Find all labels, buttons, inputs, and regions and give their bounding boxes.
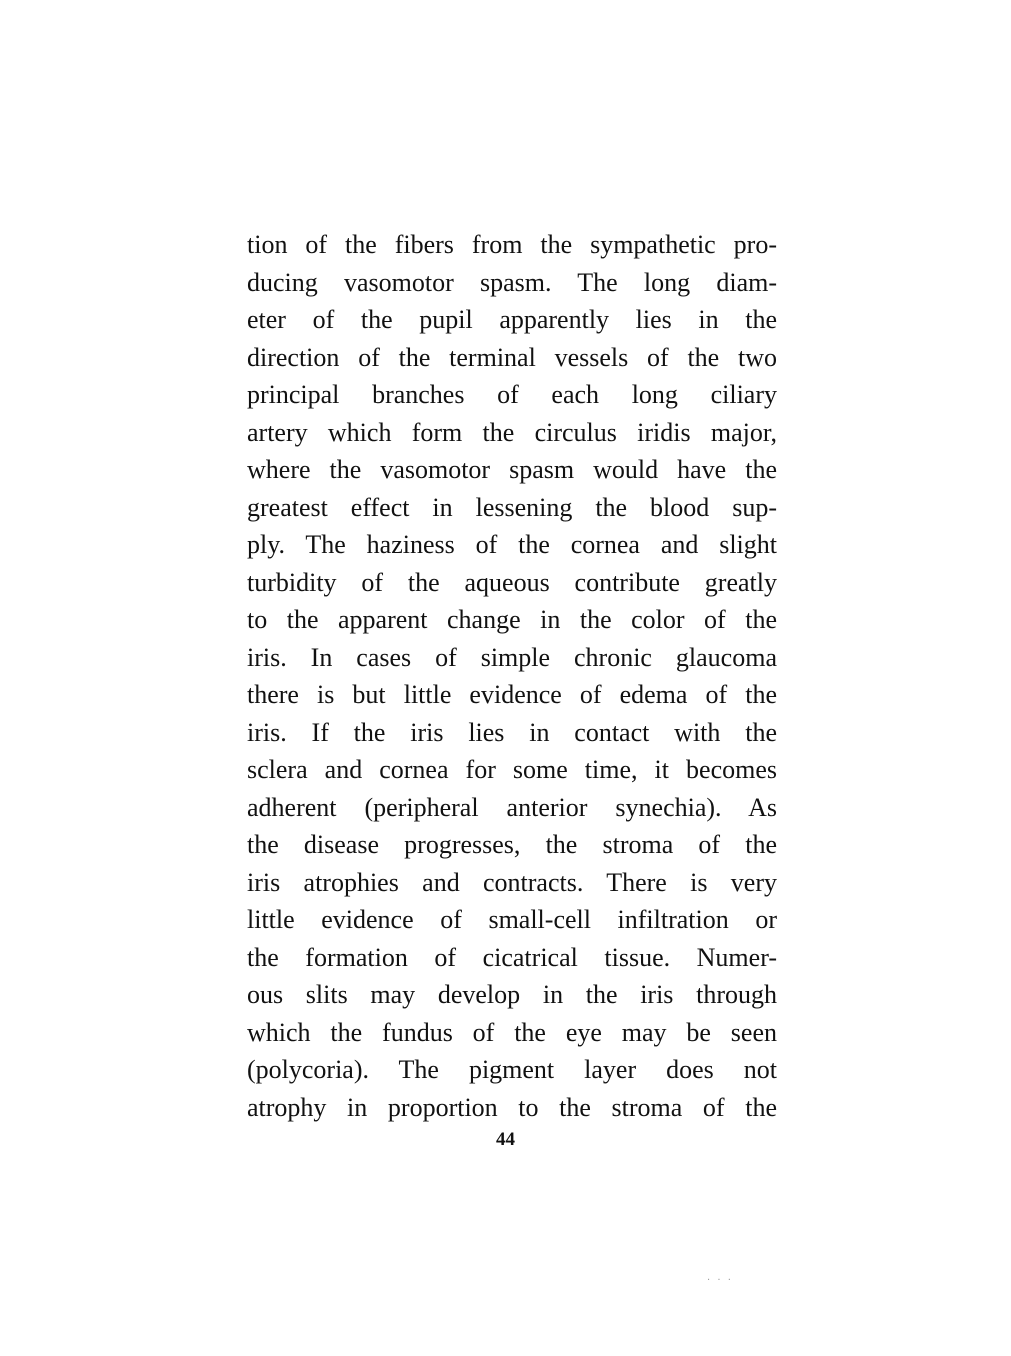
- text-line: little evidence of small-cell infiltration or: [247, 905, 777, 934]
- text-line: ducing vasomotor spasm. The long diam-: [247, 267, 777, 297]
- text-line: iris. In cases of simple chronic glaucoma: [247, 642, 777, 672]
- text-line: greatest effect in lessening the blood sup-: [247, 492, 777, 522]
- text-line: which the fundus of the eye may be seen: [247, 1017, 777, 1047]
- text-line: eter of the pupil apparently lies in the: [247, 305, 777, 334]
- text-line: sclera and cornea for some time, it becomes: [247, 755, 777, 784]
- text-line: ous slits may develop in the iris through: [247, 980, 777, 1009]
- page-number: 44: [496, 1129, 515, 1150]
- text-line: the formation of cicatrical tissue. Numer-: [247, 942, 777, 972]
- scan-speck: . . .: [707, 1272, 733, 1283]
- text-line: where the vasomotor spasm would have the: [247, 455, 777, 484]
- text-line: iris atrophies and contracts. There is very: [247, 867, 777, 897]
- text-line: adherent (peripheral anterior synechia). As: [247, 792, 777, 822]
- text-line: to the apparent change in the color of the: [247, 605, 777, 634]
- text-line: iris. If the iris lies in contact with the: [247, 717, 777, 747]
- text-line: principal branches of each long ciliary: [247, 380, 777, 409]
- text-line: (polycoria). The pigment layer does not: [247, 1055, 777, 1084]
- text-line: atrophy in proportion to the stroma of the: [247, 1092, 777, 1122]
- text-line: direction of the terminal vessels of the two: [247, 342, 777, 372]
- body-text: [247, 226, 777, 1126]
- text-line: ply. The haziness of the cornea and slight: [247, 530, 777, 559]
- text-line: the disease progresses, the stroma of the: [247, 830, 777, 859]
- text-line: tion of the fibers from the sympathetic pro-: [247, 230, 777, 259]
- text-line: there is but little evidence of edema of the: [247, 680, 777, 709]
- text-line: artery which form the circulus iridis major,: [247, 417, 777, 447]
- text-line: turbidity of the aqueous contribute greatly: [247, 567, 777, 597]
